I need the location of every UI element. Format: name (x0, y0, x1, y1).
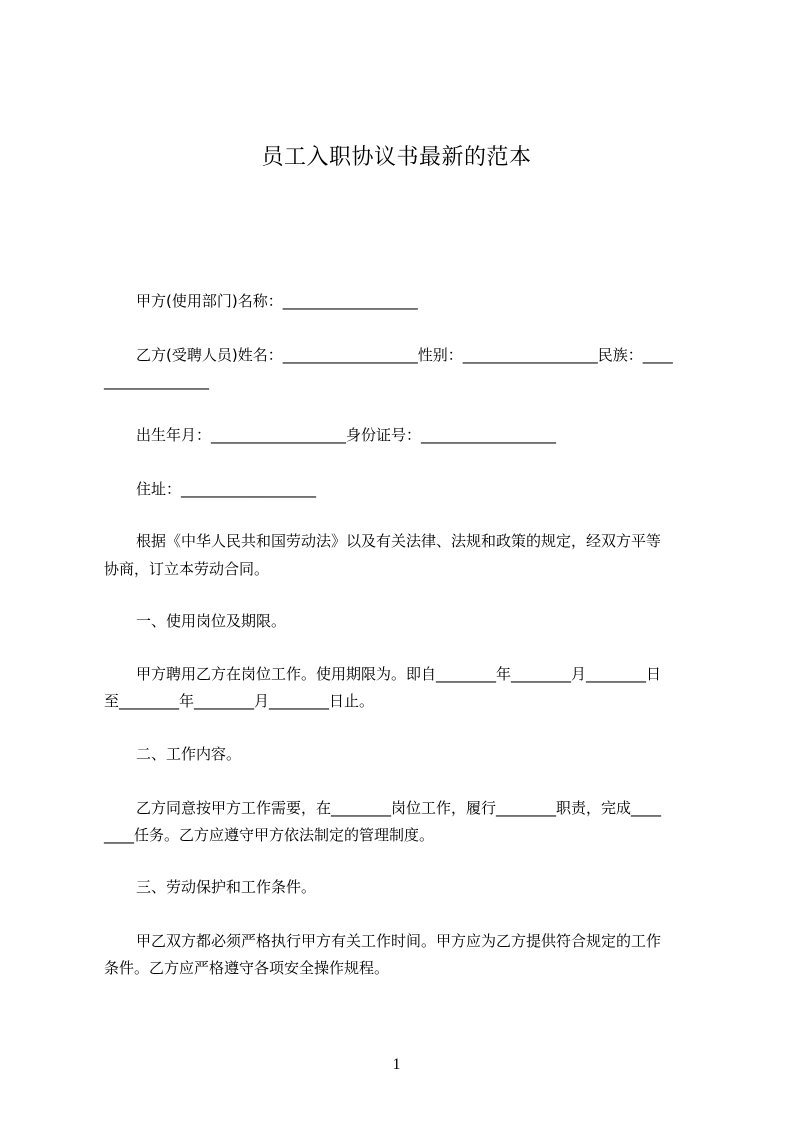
page-title: 员工入职协议书最新的范本 (261, 145, 532, 170)
section-1-heading: 一、使用岗位及期限。 (136, 612, 287, 630)
section-2-heading: 二、工作内容。 (136, 745, 242, 763)
section-2-line-2: ____任务。乙方应遵守甲方依法制定的管理制度。 (104, 826, 435, 844)
party-b-info-line: 乙方(受聘人员)姓名：__________________性别：__________________民族：____ (136, 346, 673, 364)
section-1-line-2: 至________年________月________日止。 (104, 692, 375, 710)
section-1-line-1: 甲方聘用乙方在岗位工作。使用期限为。即自________年________月________日 (136, 665, 662, 683)
party-b-info-line-cont: ______________ (104, 372, 209, 390)
preamble-line-1: 根据《中华人民共和国劳动法》以及有关法律、法规和政策的规定，经双方平等 (136, 532, 662, 550)
section-3-line-2: 条件。乙方应严格遵守各项安全操作规程。 (104, 959, 390, 977)
preamble-line-2: 协商，订立本劳动合同。 (104, 560, 270, 578)
party-a-name-line: 甲方(使用部门)名称：__________________ (136, 292, 418, 310)
birth-id-line: 出生年月：__________________身份证号：__________________ (136, 426, 557, 444)
page-number: 1 (392, 1056, 401, 1073)
address-line: 住址：__________________ (136, 480, 317, 498)
section-3-line-1: 甲乙双方都必须严格执行甲方有关工作时间。甲方应为乙方提供符合规定的工作 (136, 932, 662, 950)
section-2-line-1: 乙方同意按甲方工作需要，在________岗位工作，履行________职责，完成____ (136, 799, 662, 817)
section-3-heading: 三、劳动保护和工作条件。 (136, 878, 317, 896)
